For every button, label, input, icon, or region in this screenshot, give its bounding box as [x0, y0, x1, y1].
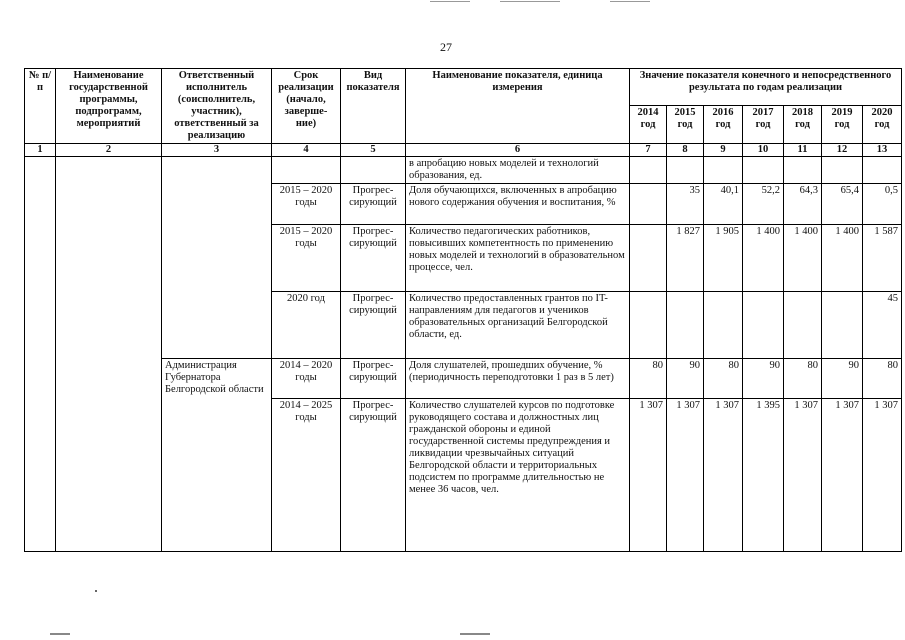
- cell-name: [56, 157, 162, 552]
- cell-responsible: Администрация Губернатора Белгородской области: [162, 359, 272, 552]
- cell-term: 2020 год: [272, 292, 341, 359]
- column-number: 2: [56, 144, 162, 157]
- cell-value: [630, 157, 667, 184]
- column-number: 4: [272, 144, 341, 157]
- cell-term: 2014 – 2020 годы: [272, 359, 341, 399]
- cell-value: 1 395: [743, 399, 784, 552]
- header-term: Срок реализации (начало, заверше-ние): [272, 69, 341, 144]
- cell-indicator: в апробацию новых моделей и технологий образования, ед.: [406, 157, 630, 184]
- cell-value: 80: [704, 359, 743, 399]
- column-number: 8: [667, 144, 704, 157]
- cell-value: [743, 157, 784, 184]
- cell-value: 1 307: [863, 399, 902, 552]
- header-year: 2017 год: [743, 106, 784, 144]
- cell-value: 45: [863, 292, 902, 359]
- header-name: Наименование государственной программы, подпрограмм, мероприятий: [56, 69, 162, 144]
- cell-value: 0,5: [863, 184, 902, 225]
- cell-type: Прогрес-сирующий: [341, 292, 406, 359]
- header-row: [25, 69, 902, 106]
- header-year: 2014 год: [630, 106, 667, 144]
- cell-term: 2015 – 2020 годы: [272, 225, 341, 292]
- cell-value: 52,2: [743, 184, 784, 225]
- column-number: 12: [822, 144, 863, 157]
- cell-type: Прогрес-сирующий: [341, 399, 406, 552]
- cell-value: [630, 184, 667, 225]
- cell-type: Прогрес-сирующий: [341, 184, 406, 225]
- cell-value: [667, 292, 704, 359]
- cell-value: 1 400: [743, 225, 784, 292]
- cell-term: [272, 157, 341, 184]
- cell-value: [704, 292, 743, 359]
- header-year: 2018 год: [784, 106, 822, 144]
- cell-term: 2015 – 2020 годы: [272, 184, 341, 225]
- column-number: 9: [704, 144, 743, 157]
- cell-type: [341, 157, 406, 184]
- scan-edge-mark: [500, 1, 560, 2]
- scan-edge-mark: [430, 1, 470, 2]
- column-number: 1: [25, 144, 56, 157]
- scan-edge-mark: [610, 1, 650, 2]
- column-number: 11: [784, 144, 822, 157]
- cell-indicator: Доля обучающихся, включенных в апробацию нового содержания обучения и воспитания, %: [406, 184, 630, 225]
- header-year: 2019 год: [822, 106, 863, 144]
- cell-value: 1 827: [667, 225, 704, 292]
- cell-value: [822, 292, 863, 359]
- scan-edge-mark: [460, 633, 490, 635]
- column-number: 10: [743, 144, 784, 157]
- scan-speck: [95, 590, 97, 592]
- cell-value: [630, 225, 667, 292]
- column-numbers-row: [25, 144, 902, 157]
- cell-indicator: Количество предоставленных грантов по IT-направлениям для педагогов и учеников образовательных организаций Белгородской области, ед.: [406, 292, 630, 359]
- header-type: Вид показателя: [341, 69, 406, 144]
- header-year: 2020 год: [863, 106, 902, 144]
- scan-edge-mark: [50, 633, 70, 635]
- cell-indicator: Количество слушателей курсов по подготовке руководящего состава и должностных лиц гражданской обороны и единой государственной системы предупреждения и ликвидации чрезвычайных ситуаций Белгородской области и территориальных подсистем по программе длительностью не менее 36 часов, чел.: [406, 399, 630, 552]
- cell-value: 1 307: [822, 399, 863, 552]
- header-indicator: Наименование показателя, единица измерения: [406, 69, 630, 144]
- cell-term: 2014 – 2025 годы: [272, 399, 341, 552]
- indicators-table: [24, 68, 902, 552]
- header-responsible: Ответственный исполнитель (соисполнитель, участник), ответственный за реализацию: [162, 69, 272, 144]
- cell-value: 1 307: [630, 399, 667, 552]
- header-num: № п/п: [25, 69, 56, 144]
- cell-value: 80: [630, 359, 667, 399]
- cell-value: 1 400: [822, 225, 863, 292]
- cell-value: [822, 157, 863, 184]
- cell-value: 1 400: [784, 225, 822, 292]
- cell-value: 1 307: [667, 399, 704, 552]
- cell-value: 80: [784, 359, 822, 399]
- column-number: 5: [341, 144, 406, 157]
- column-number: 13: [863, 144, 902, 157]
- cell-value: [743, 292, 784, 359]
- cell-value: 35: [667, 184, 704, 225]
- cell-value: [704, 157, 743, 184]
- cell-value: 1 905: [704, 225, 743, 292]
- cell-value: 1 307: [784, 399, 822, 552]
- cell-value: 40,1: [704, 184, 743, 225]
- column-number: 3: [162, 144, 272, 157]
- column-number: 6: [406, 144, 630, 157]
- cell-value: 90: [822, 359, 863, 399]
- header-year: 2016 год: [704, 106, 743, 144]
- cell-value: 65,4: [822, 184, 863, 225]
- column-number: 7: [630, 144, 667, 157]
- cell-value: 80: [863, 359, 902, 399]
- cell-value: [863, 157, 902, 184]
- cell-value: 90: [743, 359, 784, 399]
- cell-value: [784, 292, 822, 359]
- cell-value: 1 307: [704, 399, 743, 552]
- cell-type: Прогрес-сирующий: [341, 359, 406, 399]
- table-row: [25, 157, 902, 184]
- header-year: 2015 год: [667, 106, 704, 144]
- cell-type: Прогрес-сирующий: [341, 225, 406, 292]
- cell-value: 64,3: [784, 184, 822, 225]
- cell-indicator: Доля слушателей, прошедших обучение, % (периодичность переподготовки 1 раз в 5 лет): [406, 359, 630, 399]
- cell-value: [630, 292, 667, 359]
- cell-value: 1 587: [863, 225, 902, 292]
- cell-value: 90: [667, 359, 704, 399]
- cell-value: [784, 157, 822, 184]
- header-value-group: Значение показателя конечного и непосредственного результата по годам реализации: [630, 69, 902, 106]
- cell-value: [667, 157, 704, 184]
- cell-responsible: [162, 157, 272, 359]
- cell-num: [25, 157, 56, 552]
- page-number: 27: [440, 40, 452, 54]
- cell-indicator: Количество педагогических работников, повысивших компетентность по применению новых моделей и технологий в образовательном процессе, чел.: [406, 225, 630, 292]
